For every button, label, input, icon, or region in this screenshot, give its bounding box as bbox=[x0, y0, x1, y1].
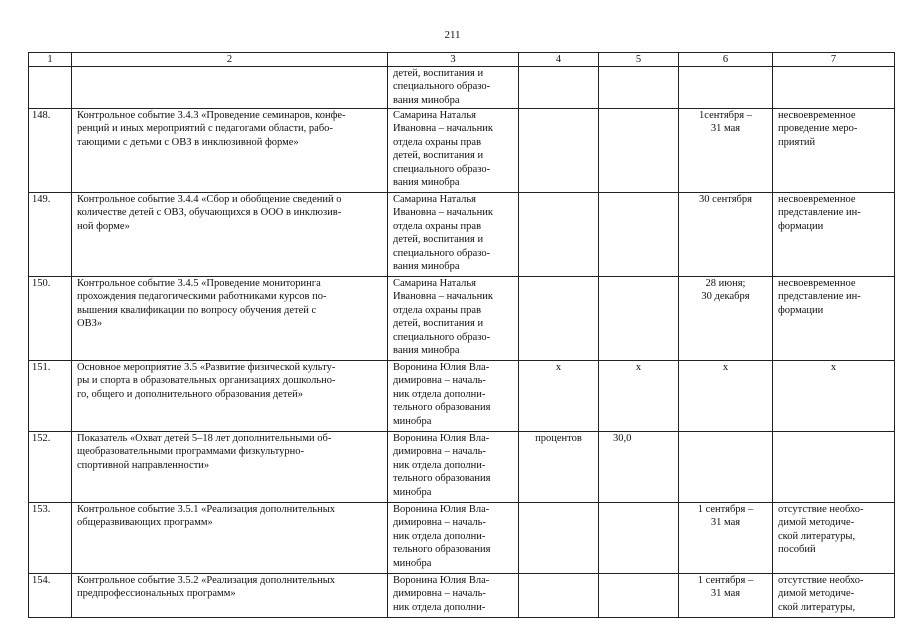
value-cell bbox=[599, 277, 679, 361]
term-cell bbox=[679, 432, 773, 503]
row-number bbox=[29, 67, 72, 109]
table-row bbox=[29, 193, 895, 277]
risk-cell bbox=[773, 67, 895, 109]
value-cell bbox=[599, 193, 679, 277]
row-number: 148. bbox=[29, 109, 72, 193]
page-number: 211 bbox=[444, 29, 461, 41]
unit-cell: х bbox=[519, 361, 599, 432]
column-header-7: 7 bbox=[773, 53, 895, 67]
column-header-6: 6 bbox=[679, 53, 773, 67]
table-row bbox=[29, 361, 895, 432]
risk-cell: отсутствие необхо- димой методиче- ской литературы, bbox=[773, 574, 895, 618]
unit-cell bbox=[519, 503, 599, 574]
responsible-person: Самарина Наталья Ивановна – начальник отдела охраны прав детей, воспитания и специального образо- вания минобра bbox=[388, 277, 519, 361]
responsible-person: Самарина Наталья Ивановна – начальник отдела охраны прав детей, воспитания и специального образо- вания минобра bbox=[388, 109, 519, 193]
event-description: Показатель «Охват детей 5–18 лет дополнительными об- щеобразовательными программами физкультурно- спортивной направленности» bbox=[72, 432, 388, 503]
column-header-5: 5 bbox=[599, 53, 679, 67]
risk-cell bbox=[773, 432, 895, 503]
table-row bbox=[29, 67, 895, 109]
value-cell: х bbox=[599, 361, 679, 432]
table-row bbox=[29, 503, 895, 574]
value-cell bbox=[599, 109, 679, 193]
unit-cell: процентов bbox=[519, 432, 599, 503]
plan-table bbox=[28, 52, 895, 618]
table-row bbox=[29, 109, 895, 193]
column-header-3: 3 bbox=[388, 53, 519, 67]
row-number: 153. bbox=[29, 503, 72, 574]
column-header-4: 4 bbox=[519, 53, 599, 67]
term-cell: 1сентября – 31 мая bbox=[679, 109, 773, 193]
event-description: Контрольное событие 3.5.1 «Реализация дополнительных общеразвивающих программ» bbox=[72, 503, 388, 574]
responsible-person: Воронина Юлия Вла- димировна – началь- ник отдела дополни- тельного образования минобра bbox=[388, 361, 519, 432]
term-cell bbox=[679, 67, 773, 109]
value-cell bbox=[599, 67, 679, 109]
term-cell: 1 сентября – 31 мая bbox=[679, 574, 773, 618]
responsible-person: Воронина Юлия Вла- димировна – началь- ник отдела дополни- bbox=[388, 574, 519, 618]
row-number: 154. bbox=[29, 574, 72, 618]
event-description: Контрольное событие 3.5.2 «Реализация дополнительных предпрофессиональных программ» bbox=[72, 574, 388, 618]
unit-cell bbox=[519, 574, 599, 618]
responsible-person: Воронина Юлия Вла- димировна – началь- ник отдела дополни- тельного образования минобра bbox=[388, 432, 519, 503]
responsible-person: детей, воспитания и специального образо- вания минобра bbox=[388, 67, 519, 109]
row-number: 151. bbox=[29, 361, 72, 432]
column-header-2: 2 bbox=[72, 53, 388, 67]
unit-cell bbox=[519, 277, 599, 361]
row-number: 152. bbox=[29, 432, 72, 503]
table-row bbox=[29, 574, 895, 618]
event-description: Контрольное событие 3.4.4 «Сбор и обобщение сведений о количестве детей с ОВЗ, обучающихся в ООО в инклюзив- ной форме» bbox=[72, 193, 388, 277]
term-cell: 30 сентября bbox=[679, 193, 773, 277]
value-cell: 30,0 bbox=[599, 432, 679, 503]
risk-cell: несвоевременное проведение меро- приятий bbox=[773, 109, 895, 193]
row-number: 149. bbox=[29, 193, 72, 277]
risk-cell: несвоевременное представление ин- формации bbox=[773, 277, 895, 361]
event-description: Контрольное событие 3.4.5 «Проведение мониторинга прохождения педагогическими работниками курсов по- вышения квалификации по вопросу обучения детей с ОВЗ» bbox=[72, 277, 388, 361]
value-cell bbox=[599, 503, 679, 574]
event-description: Контрольное событие 3.4.3 «Проведение семинаров, конфе- ренций и иных мероприятий с педагогами области, рабо- тающими с детьми с ОВЗ в инклюзивной форме» bbox=[72, 109, 388, 193]
risk-cell: х bbox=[773, 361, 895, 432]
event-description bbox=[72, 67, 388, 109]
term-cell: 28 июня; 30 декабря bbox=[679, 277, 773, 361]
event-description: Основное мероприятие 3.5 «Развитие физической культу- ры и спорта в образовательных организациях дошкольно- го, общего и дополнительного образования детей» bbox=[72, 361, 388, 432]
value-cell bbox=[599, 574, 679, 618]
table-row bbox=[29, 432, 895, 503]
header-row bbox=[29, 53, 895, 67]
responsible-person: Самарина Наталья Ивановна – начальник отдела охраны прав детей, воспитания и специального образо- вания минобра bbox=[388, 193, 519, 277]
term-cell: х bbox=[679, 361, 773, 432]
row-number: 150. bbox=[29, 277, 72, 361]
unit-cell bbox=[519, 67, 599, 109]
responsible-person: Воронина Юлия Вла- димировна – началь- ник отдела дополни- тельного образования минобра bbox=[388, 503, 519, 574]
term-cell: 1 сентября – 31 мая bbox=[679, 503, 773, 574]
unit-cell bbox=[519, 109, 599, 193]
column-header-1: 1 bbox=[29, 53, 72, 67]
table-row bbox=[29, 277, 895, 361]
risk-cell: отсутствие необхо- димой методиче- ской литературы, пособий bbox=[773, 503, 895, 574]
unit-cell bbox=[519, 193, 599, 277]
risk-cell: несвоевременное представление ин- формации bbox=[773, 193, 895, 277]
